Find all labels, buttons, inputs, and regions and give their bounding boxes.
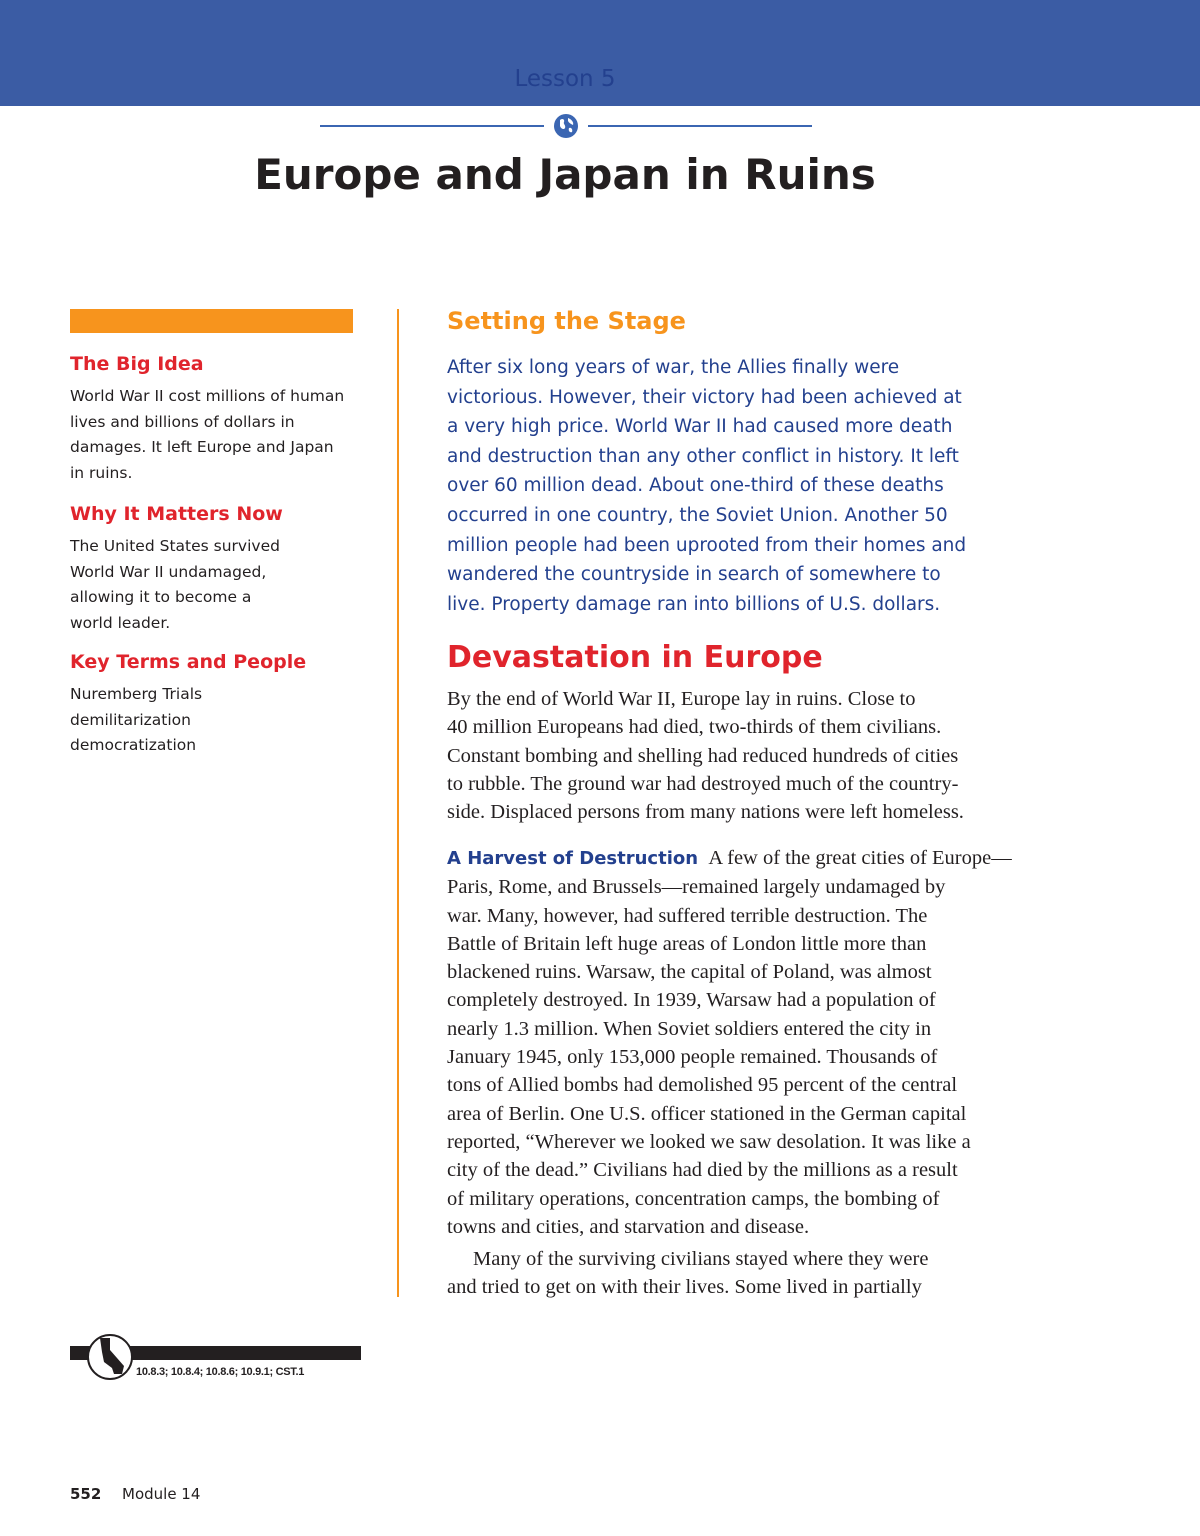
harvest-paragraph: A Harvest of Destruction A few of the great cities of Europe— Paris, Rome, and Brussels—remained largely undamaged by war. Many, however, had suffered terrible destruction. The Battle of Britain left huge areas of London little more than blackened ruins. Warsaw, the capital of Poland, was almost completely destroyed. In 1939, Warsaw had a population of nearly 1.3 million. When Soviet soldiers entered the city in January 1945, only 153,000 people remained. Thousands of tons of Allied bombs had demolished 95 percent of the central area of Berlin. One U.S. officer stationed in the German capital reported, “Wherever we looked we saw desolation. It was like a city of the dead.” Civilians had died by the millions as a result of military operations, concentration camps, the bombing of towns and cities, and starvation and disease. [447, 847, 1012, 1238]
page-title: Europe and Japan in Ruins [254, 150, 876, 199]
key-terms-list [70, 682, 360, 759]
key-terms-heading: Key Terms and People [70, 651, 307, 673]
big-idea-heading: The Big Idea [70, 353, 204, 375]
column-divider [397, 309, 399, 1297]
big-idea-text: World War II cost millions of human lives and billions of dollars in damages. It left Europe and Japan in ruins. [70, 387, 345, 482]
standards-codes: 10.8.3; 10.8.4; 10.8.6; 10.9.1; CST.1 [136, 1366, 305, 1378]
devastation-intro: By the end of World War II, Europe lay in ruins. Close to 40 million Europeans had died, two-thirds of them civilians. Constant bombing and shelling had reduced hundreds of cities to rubble. The ground war had destroyed much of the country- side. Displaced persons from many nations were left homeless. [447, 688, 964, 824]
page-number: 552 [70, 1485, 102, 1503]
title-rule-right [588, 125, 812, 127]
devastation-heading: Devastation in Europe [447, 640, 823, 675]
why-it-matters-text: The United States survived World War II undamaged, allowing it to become a world leader. [70, 537, 280, 632]
lesson-label: Lesson 5 [514, 66, 616, 92]
sidebar-accent-bar [70, 309, 353, 333]
key-term: Nuremberg Trials [70, 685, 203, 703]
next-paragraph: Many of the surviving civilians stayed where they were and tried to get on with their lives. Some lived in partially [447, 1248, 929, 1299]
globe-icon [552, 112, 580, 140]
california-icon [86, 1332, 142, 1382]
harvest-heading: A Harvest of Destruction [447, 848, 699, 869]
why-it-matters-heading: Why It Matters Now [70, 503, 283, 525]
setting-the-stage-heading: Setting the Stage [447, 307, 686, 335]
key-term: democratization [70, 736, 197, 754]
module-label: Module 14 [122, 1485, 201, 1503]
title-rule-left [320, 125, 544, 127]
setting-the-stage-text: After six long years of war, the Allies finally were victorious. However, their victory had been achieved at a very high price. World War II had caused more death and destruction than any other conflict in history. It left over 60 million dead. About one-third of these deaths occurred in one country, the Soviet Union. Another 50 million people had been uprooted from their homes and wandered the countryside in search of somewhere to live. Property damage ran into billions of U.S. dollars. [447, 357, 967, 615]
key-term: demilitarization [70, 710, 191, 729]
